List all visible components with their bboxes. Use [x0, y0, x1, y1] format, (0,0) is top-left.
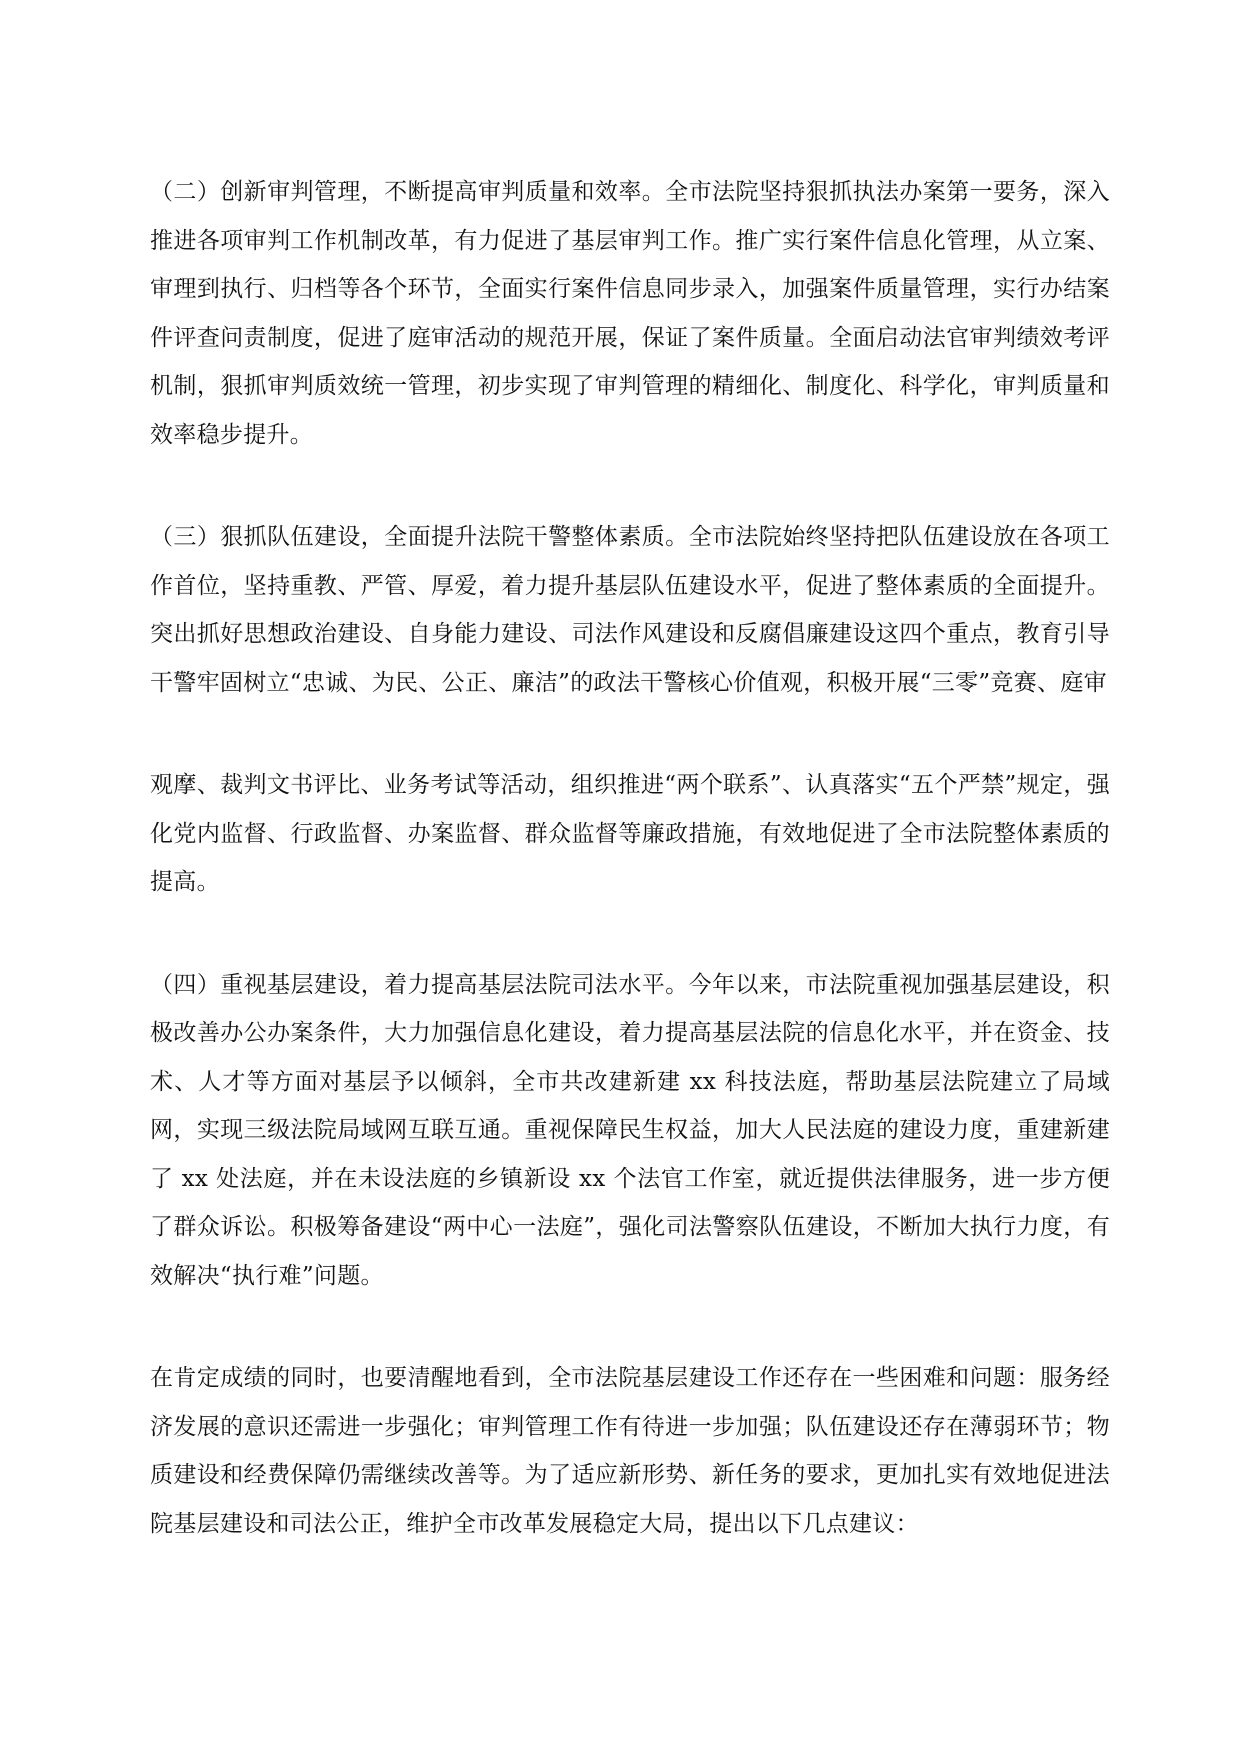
- document-body: [150, 168, 1110, 1548]
- paragraph-grassroots-construction: （四）重视基层建设，着力提高基层法院司法水平。今年以来，市法院重视加强基层建设，积极改善办公办案条件，大力加强信息化建设，着力提高基层法院的信息化水平，并在资金、技术、人才等方面对基层予以倾斜，全市共改建新建 xx 科技法庭，帮助基层法院建立了局域网，实现三级法院局域网互联互通。重视保障民生权益，加大人民法庭的建设力度，重建新建了 xx 处法庭，并在未设法庭的乡镇新设 xx 个法官工作室，就近提供法律服务，进一步方便了群众诉讼。积极筹备建设“两中心一法庭”，强化司法警察队伍建设，不断加大执行力度，有效解决“执行难”问题。: [150, 971, 1110, 1289]
- paragraph-team-building-continued: 观摩、裁判文书评比、业务考试等活动，组织推进“两个联系”、认真落实“五个严禁”规定，强化党内监督、行政监督、办案监督、群众监督等廉政措施，有效地促进了全市法院整体素质的提高。: [150, 772, 1110, 895]
- paragraph-problems-and-suggestions: 在肯定成绩的同时，也要清醒地看到，全市法院基层建设工作还存在一些困难和问题：服务经济发展的意识还需进一步强化；审判管理工作有待进一步加强；队伍建设还存在薄弱环节；物质建设和经费保障仍需继续改善等。为了适应新形势、新任务的要求，更加扎实有效地促进法院基层建设和司法公正，维护全市改革发展稳定大局，提出以下几点建议：: [150, 1365, 1110, 1537]
- paragraph-innovate-trial-management: （二）创新审判管理，不断提高审判质量和效率。全市法院坚持狠抓执法办案第一要务，深入推进各项审判工作机制改革，有力促进了基层审判工作。推广实行案件信息化管理，从立案、审理到执行、归档等各个环节，全面实行案件信息同步录入，加强案件质量管理，实行办结案件评查问责制度，促进了庭审活动的规范开展，保证了案件质量。全面启动法官审判绩效考评机制，狠抓审判质效统一管理，初步实现了审判管理的精细化、制度化、科学化，审判质量和效率稳步提升。: [150, 179, 1110, 448]
- paragraph-team-building: （三）狠抓队伍建设，全面提升法院干警整体素质。全市法院始终坚持把队伍建设放在各项工作首位，坚持重教、严管、厚爱，着力提升基层队伍建设水平，促进了整体素质的全面提升。突出抓好思想政治建设、自身能力建设、司法作风建设和反腐倡廉建设这四个重点，教育引导干警牢固树立“忠诚、为民、公正、廉洁”的政法干警核心价值观，积极开展“三零”竞赛、庭审: [150, 524, 1110, 696]
